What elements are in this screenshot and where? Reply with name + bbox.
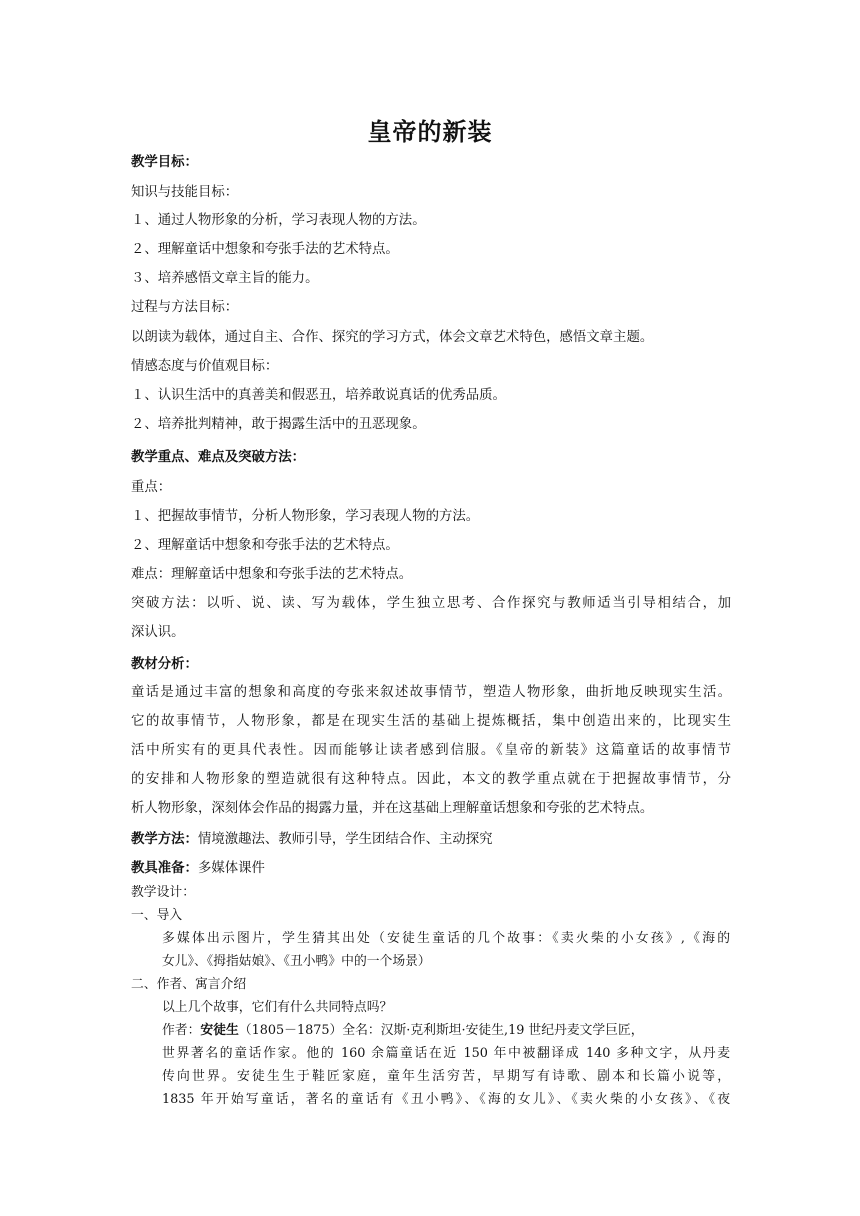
material-line-1: 童话是通过丰富的想象和高度的夸张来叙述故事情节，塑造人物形象，曲折地反映现实生活。 <box>131 685 731 700</box>
method-line-2: 深认识。 <box>131 625 185 640</box>
author-heading: 二、作者、寓言介绍 <box>131 977 247 992</box>
page-title: 皇帝的新装 <box>367 118 493 146</box>
teaching-method-text: 情境激趣法、教师引导，学生团结合作、主动探究 <box>197 832 493 847</box>
author-line-3: 传向世界。安徒生生于鞋匠家庭，童年生活穷苦，早期写有诗歌、剧本和长篇小说等， <box>162 1069 730 1084</box>
intro-line-1: 多媒体出示图片，学生猜其出处（安徒生童话的几个故事：《卖火柴的小女孩》,《海的 <box>162 931 730 946</box>
author-label: 作者： <box>162 1023 201 1038</box>
focus-item-1: １、把握故事情节，分析人物形象，学习表现人物的方法。 <box>131 509 480 524</box>
process-heading: 过程与方法目标： <box>131 300 239 315</box>
teaching-method <box>131 830 493 849</box>
author-line-2: 世界著名的童话作家。他的 160 余篇童话在近 150 年中被翻译成 140 多种文字，从丹麦 <box>162 1046 730 1061</box>
teaching-tools <box>131 859 265 878</box>
knowledge-heading: 知识与技能目标： <box>131 185 239 200</box>
author-intro-rest: （1805－1875）全名：汉斯·克利斯坦·安徒生,19 世纪丹麦文学巨匠， <box>238 1023 644 1038</box>
teaching-method-label: 教学方法： <box>131 831 198 847</box>
author-intro-line-1 <box>162 1022 644 1040</box>
intro-heading: 一、导入 <box>131 908 183 923</box>
material-line-3: 活中所实有的更具代表性。因而能够让读者感到信服。《皇帝的新装》这篇童话的故事情节 <box>131 743 731 758</box>
design-heading: 教学设计： <box>131 885 195 900</box>
method-line-1: 突破方法：以听、说、读、写为载体，学生独立思考、合作探究与教师适当引导相结合，加 <box>131 596 731 611</box>
emotion-item-2: ２、培养批判精神，敢于揭露生活中的丑恶现象。 <box>131 417 426 432</box>
knowledge-item-1: １、通过人物形象的分析，学习表现人物的方法。 <box>131 213 426 228</box>
author-question: 以上几个故事，它们有什么共同特点吗？ <box>162 1000 393 1015</box>
knowledge-item-3: ３、培养感悟文章主旨的能力。 <box>131 271 319 286</box>
emotion-item-1: １、认识生活中的真善美和假恶丑，培养敢说真话的优秀品质。 <box>131 388 506 403</box>
knowledge-item-2: ２、理解童话中想象和夸张手法的艺术特点。 <box>131 242 399 257</box>
teaching-tools-label: 教具准备： <box>131 860 198 876</box>
author-name: 安徒生 <box>200 1023 239 1038</box>
section-heading-goals: 教学目标： <box>131 154 198 170</box>
material-line-4: 的安排和人物形象的塑造就很有这种特点。因此，本文的教学重点就在于把握故事情节，分 <box>131 772 731 787</box>
material-line-5: 析人物形象，深刻体会作品的揭露力量，并在这基础上理解童话想象和夸张的艺术特点。 <box>131 801 654 816</box>
section-heading-key-points: 教学重点、难点及突破方法： <box>131 449 306 465</box>
focus-item-2: ２、理解童话中想象和夸张手法的艺术特点。 <box>131 538 399 553</box>
teaching-tools-text: 多媒体课件 <box>197 861 265 876</box>
material-line-2: 它的故事情节，人物形象，都是在现实生活的基础上提炼概括，集中创造出来的，比现实生 <box>131 714 731 729</box>
process-text: 以朗读为载体，通过自主、合作、探究的学习方式，体会文章艺术特色，感悟文章主题。 <box>131 330 654 345</box>
difficulty-text: 难点：理解童话中想象和夸张手法的艺术特点。 <box>131 567 413 582</box>
focus-label: 重点： <box>131 480 172 495</box>
section-heading-material: 教材分析： <box>131 656 198 672</box>
intro-line-2: 女儿》、《拇指姑娘》、《丑小鸭》中的一个场景） <box>162 954 431 969</box>
emotion-heading: 情感态度与价值观目标： <box>131 359 279 374</box>
author-line-4: 1835 年开始写童话，著名的童话有《丑小鸭》、《海的女儿》、《卖火柴的小女孩》、《夜 <box>162 1092 730 1107</box>
